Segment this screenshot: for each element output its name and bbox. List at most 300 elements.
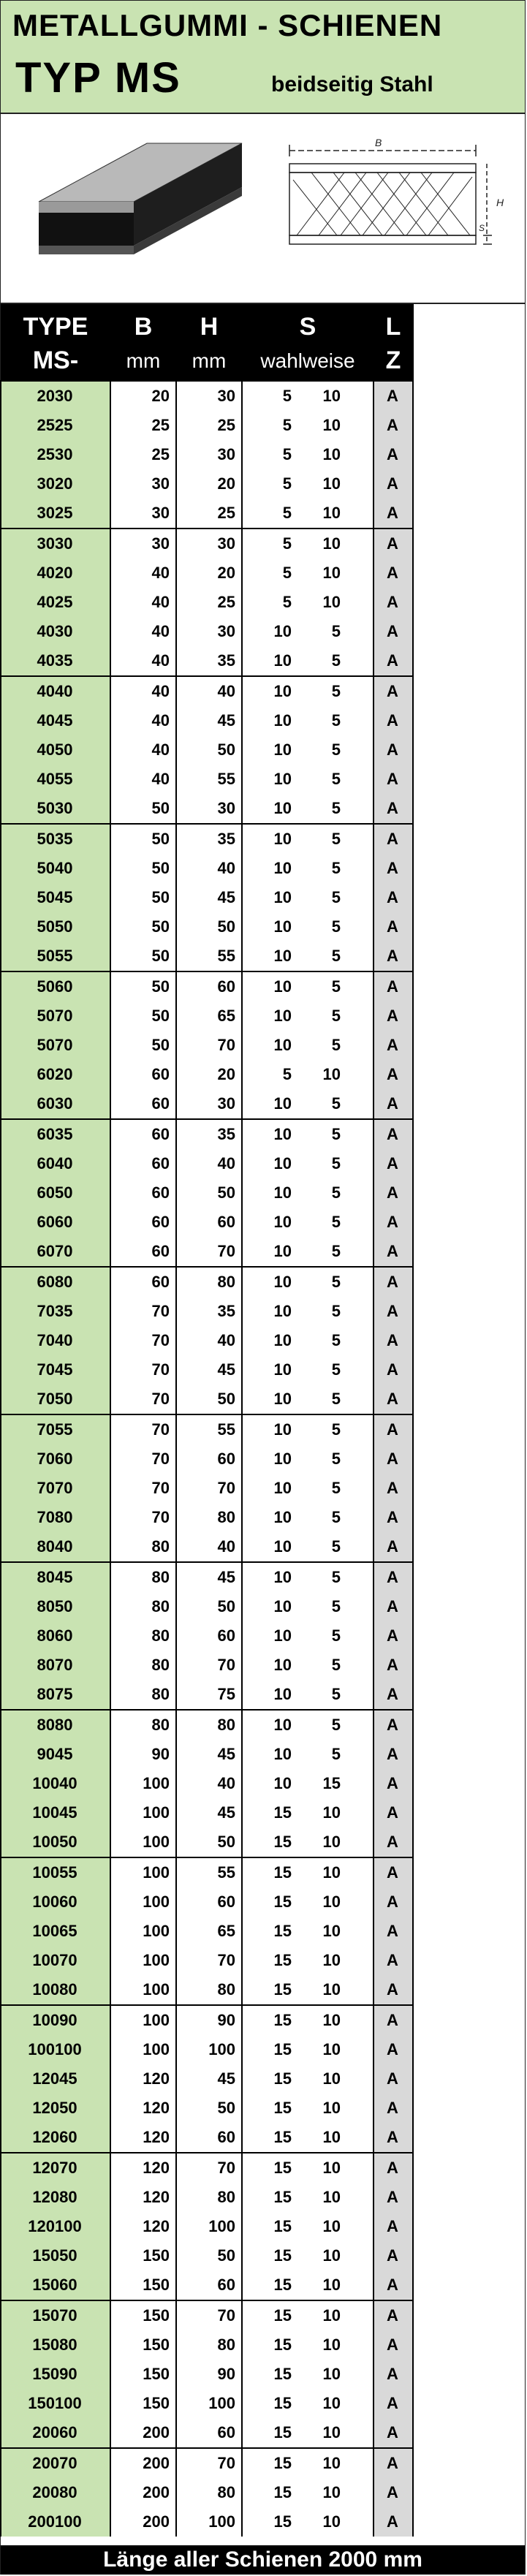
table-row: [0, 499, 414, 528]
s2-cell: 5: [331, 830, 341, 848]
h-cell: 50: [217, 1390, 235, 1408]
s1-cell: 15: [273, 1951, 292, 1969]
b-cell: 80: [151, 1537, 170, 1556]
table-row: [0, 1001, 414, 1031]
h-cell: 30: [217, 622, 235, 640]
s2-cell: 5: [331, 1331, 341, 1349]
l-cell: A: [373, 646, 412, 675]
h-cell: 80: [217, 2188, 235, 2206]
type-cell: 15070: [0, 2301, 110, 2330]
s2-cell: 5: [331, 1508, 341, 1526]
b-cell: 200: [143, 2512, 170, 2531]
l-cell: A: [373, 1149, 412, 1178]
table-row: [0, 1384, 414, 1414]
table-row: [0, 2478, 414, 2507]
b-cell: 70: [151, 1508, 170, 1526]
table-row: [0, 1651, 414, 1680]
s1-cell: 10: [273, 1302, 292, 1320]
s1-cell: 10: [273, 1537, 292, 1556]
s1-cell: 10: [273, 1774, 292, 1792]
h-cell: 40: [217, 1331, 235, 1349]
page-title: METALLGUMMI - SCHIENEN: [12, 8, 443, 42]
s2-cell: 5: [331, 1656, 341, 1674]
type-cell: 6080: [0, 1268, 110, 1297]
s2-cell: 5: [331, 1420, 341, 1439]
b-cell: 200: [143, 2454, 170, 2472]
type-cell: 5060: [0, 972, 110, 1001]
l-cell: A: [373, 1444, 412, 1474]
type-cell: 6050: [0, 1178, 110, 1208]
table-row: [0, 411, 414, 440]
type-cell: 10050: [0, 1827, 110, 1857]
h-cell: 50: [217, 740, 235, 759]
table-row: [0, 1503, 414, 1532]
h-cell: 70: [217, 1242, 235, 1260]
b-cell: 90: [151, 1745, 170, 1763]
s1-cell: 5: [282, 534, 292, 553]
table-row: [0, 2064, 414, 2094]
type-cell: 20070: [0, 2449, 110, 2478]
table-row: [0, 1532, 414, 1561]
l-cell: A: [373, 2330, 412, 2360]
col-header-b-unit: mm: [126, 349, 161, 372]
table-row: [0, 825, 414, 854]
s2-cell: 5: [331, 1745, 341, 1763]
l-cell: A: [373, 1503, 412, 1532]
l-cell: A: [373, 2035, 412, 2064]
b-cell: 60: [151, 1242, 170, 1260]
s2-cell: 5: [331, 1716, 341, 1734]
table-row: [0, 2241, 414, 2270]
l-cell: A: [373, 1711, 412, 1740]
s1-cell: 5: [282, 416, 292, 434]
l-cell: A: [373, 2478, 412, 2507]
s1-cell: 10: [273, 1626, 292, 1645]
l-cell: A: [373, 854, 412, 883]
type-cell: 8070: [0, 1651, 110, 1680]
h-cell: 30: [217, 799, 235, 817]
s1-cell: 10: [273, 740, 292, 759]
col-header-h: H: [200, 313, 219, 341]
s2-cell: 5: [331, 711, 341, 730]
row-group: [0, 2300, 414, 2447]
s1-cell: 5: [282, 593, 292, 611]
l-cell: A: [373, 411, 412, 440]
s1-cell: 10: [273, 799, 292, 817]
type-cell: 4025: [0, 588, 110, 617]
type-cell: 20060: [0, 2418, 110, 2447]
table-row: [0, 2153, 414, 2183]
row-group: [0, 1414, 414, 1561]
h-cell: 35: [217, 651, 235, 670]
s2-cell: 10: [322, 2040, 341, 2058]
h-cell: 45: [217, 888, 235, 906]
s2-cell: 5: [331, 888, 341, 906]
l-cell: A: [373, 1532, 412, 1561]
col-header-h-unit: mm: [192, 349, 227, 372]
b-cell: 40: [151, 740, 170, 759]
s1-cell: 10: [273, 1360, 292, 1379]
type-cell: 3020: [0, 469, 110, 499]
s1-cell: 10: [273, 1094, 292, 1113]
row-group: [0, 675, 414, 823]
table-row: [0, 1827, 414, 1857]
l-cell: A: [373, 2094, 412, 2123]
h-cell: 55: [217, 1420, 235, 1439]
b-cell: 150: [143, 2394, 170, 2412]
b-cell: 200: [143, 2423, 170, 2441]
s2-cell: 10: [322, 2512, 341, 2531]
l-cell: A: [373, 1178, 412, 1208]
s2-cell: 5: [331, 799, 341, 817]
b-cell: 30: [151, 504, 170, 522]
s1-cell: 10: [273, 682, 292, 700]
h-cell: 45: [217, 1803, 235, 1822]
b-cell: 70: [151, 1420, 170, 1439]
s1-cell: 10: [273, 1568, 292, 1586]
type-cell: 8080: [0, 1711, 110, 1740]
row-group: [0, 1857, 414, 2004]
b-cell: 120: [143, 2099, 170, 2117]
l-cell: A: [373, 1415, 412, 1444]
type-cell: 5070: [0, 1001, 110, 1031]
b-cell: 120: [143, 2188, 170, 2206]
s2-cell: 10: [322, 1980, 341, 1999]
s2-cell: 10: [322, 2394, 341, 2412]
table-row: [0, 1858, 414, 1887]
l-cell: A: [373, 2360, 412, 2389]
h-cell: 80: [217, 1273, 235, 1291]
type-cell: 7040: [0, 1326, 110, 1355]
h-cell: 40: [217, 859, 235, 877]
s1-cell: 10: [273, 1183, 292, 1202]
type-cell: 15050: [0, 2241, 110, 2270]
h-cell: 60: [217, 1450, 235, 1468]
b-cell: 80: [151, 1568, 170, 1586]
l-cell: A: [373, 2449, 412, 2478]
l-cell: A: [373, 1326, 412, 1355]
table-row: [0, 912, 414, 942]
s1-cell: 15: [273, 2512, 292, 2531]
type-cell: 7080: [0, 1503, 110, 1532]
s2-cell: 5: [331, 917, 341, 936]
h-cell: 35: [217, 1302, 235, 1320]
s1-cell: 15: [273, 1863, 292, 1882]
h-cell: 90: [217, 2011, 235, 2029]
b-cell: 120: [143, 2217, 170, 2235]
type-cell: 5035: [0, 825, 110, 854]
b-cell: 60: [151, 1154, 170, 1173]
type-cell: 8045: [0, 1563, 110, 1592]
h-cell: 50: [217, 917, 235, 936]
type-cell: 7055: [0, 1415, 110, 1444]
product-figure: [1, 114, 525, 304]
type-cell: 9045: [0, 1740, 110, 1769]
table-row: [0, 1178, 414, 1208]
s1-cell: 15: [273, 2394, 292, 2412]
s1-cell: 10: [273, 1745, 292, 1763]
b-cell: 150: [143, 2246, 170, 2265]
grid-line: [0, 380, 1, 2537]
type-cell: 7060: [0, 1444, 110, 1474]
h-cell: 80: [217, 1508, 235, 1526]
h-cell: 70: [217, 2306, 235, 2325]
grid-line: [110, 380, 111, 2537]
type-cell: 2530: [0, 440, 110, 469]
s2-cell: 5: [331, 651, 341, 670]
h-cell: 30: [217, 445, 235, 463]
type-cell: 3025: [0, 499, 110, 528]
l-cell: A: [373, 825, 412, 854]
h-cell: 80: [217, 2483, 235, 2501]
h-cell: 20: [217, 1065, 235, 1083]
s2-cell: 5: [331, 1183, 341, 1202]
s2-cell: 10: [322, 1863, 341, 1882]
s2-cell: 5: [331, 1360, 341, 1379]
l-cell: A: [373, 1060, 412, 1089]
h-cell: 100: [208, 2512, 235, 2531]
type-cell: 20080: [0, 2478, 110, 2507]
s1-cell: 15: [273, 2159, 292, 2177]
table-body: [0, 380, 414, 2537]
b-cell: 50: [151, 947, 170, 965]
col-header-s: S: [299, 313, 316, 341]
b-cell: 60: [151, 1183, 170, 1202]
l-cell: A: [373, 1621, 412, 1651]
table-row: [0, 794, 414, 823]
h-cell: 25: [217, 593, 235, 611]
type-cell: 5070: [0, 1031, 110, 1060]
type-cell: 120100: [0, 2212, 110, 2241]
s2-cell: 5: [331, 1568, 341, 1586]
l-cell: A: [373, 529, 412, 558]
type-cell: 5030: [0, 794, 110, 823]
l-cell: A: [373, 588, 412, 617]
s2-cell: 5: [331, 1154, 341, 1173]
h-cell: 70: [217, 1036, 235, 1054]
s2-cell: 10: [322, 2246, 341, 2265]
s2-cell: 10: [322, 2217, 341, 2235]
l-cell: A: [373, 883, 412, 912]
s1-cell: 15: [273, 2306, 292, 2325]
l-cell: A: [373, 1120, 412, 1149]
l-cell: A: [373, 2507, 412, 2537]
h-cell: 40: [217, 682, 235, 700]
type-cell: 10065: [0, 1917, 110, 1946]
l-cell: A: [373, 2241, 412, 2270]
s1-cell: 10: [273, 1213, 292, 1231]
type-cell: 15090: [0, 2360, 110, 2389]
s2-cell: 5: [331, 1094, 341, 1113]
s2-cell: 5: [331, 859, 341, 877]
s2-cell: 15: [322, 1774, 341, 1792]
l-cell: A: [373, 1384, 412, 1414]
b-cell: 150: [143, 2276, 170, 2294]
type-cell: 8060: [0, 1621, 110, 1651]
b-cell: 50: [151, 888, 170, 906]
s2-cell: 10: [322, 1065, 341, 1083]
h-cell: 50: [217, 2246, 235, 2265]
s1-cell: 5: [282, 445, 292, 463]
type-cell: 6070: [0, 1237, 110, 1266]
b-cell: 40: [151, 770, 170, 788]
table-row: [0, 2389, 414, 2418]
b-cell: 60: [151, 1125, 170, 1143]
s1-cell: 15: [273, 2188, 292, 2206]
row-group: [0, 2004, 414, 2152]
l-cell: A: [373, 1858, 412, 1887]
l-cell: A: [373, 1563, 412, 1592]
row-group: [0, 1118, 414, 1266]
h-cell: 60: [217, 2276, 235, 2294]
s1-cell: 10: [273, 859, 292, 877]
type-cell: 12050: [0, 2094, 110, 2123]
b-cell: 80: [151, 1626, 170, 1645]
rail-block-image: [39, 143, 242, 254]
s1-cell: 10: [273, 1007, 292, 1025]
type-cell: 12060: [0, 2123, 110, 2152]
table-row: [0, 1563, 414, 1592]
h-cell: 40: [217, 1154, 235, 1173]
h-cell: 70: [217, 1656, 235, 1674]
s1-cell: 5: [282, 474, 292, 493]
s1-cell: 10: [273, 917, 292, 936]
h-cell: 55: [217, 770, 235, 788]
type-cell: 6020: [0, 1060, 110, 1089]
b-cell: 70: [151, 1479, 170, 1497]
b-cell: 100: [143, 1774, 170, 1792]
b-cell: 70: [151, 1390, 170, 1408]
type-cell: 4045: [0, 706, 110, 735]
type-cell: 3030: [0, 529, 110, 558]
l-cell: A: [373, 1740, 412, 1769]
table-row: [0, 735, 414, 765]
s1-cell: 15: [273, 2040, 292, 2058]
s1-cell: 15: [273, 1893, 292, 1911]
s1-cell: 10: [273, 830, 292, 848]
s1-cell: 15: [273, 1922, 292, 1940]
h-cell: 60: [217, 1893, 235, 1911]
s1-cell: 10: [273, 622, 292, 640]
type-cell: 8050: [0, 1592, 110, 1621]
h-cell: 65: [217, 1007, 235, 1025]
b-cell: 40: [151, 711, 170, 730]
h-cell: 100: [208, 2040, 235, 2058]
s2-cell: 10: [322, 2128, 341, 2146]
h-cell: 20: [217, 564, 235, 582]
s1-cell: 15: [273, 2454, 292, 2472]
s2-cell: 10: [322, 2188, 341, 2206]
s2-cell: 10: [322, 2159, 341, 2177]
b-cell: 100: [143, 1863, 170, 1882]
b-cell: 25: [151, 416, 170, 434]
h-cell: 30: [217, 1094, 235, 1113]
b-cell: 50: [151, 1007, 170, 1025]
s2-cell: 10: [322, 1833, 341, 1851]
table-row: [0, 2183, 414, 2212]
b-cell: 50: [151, 977, 170, 996]
s1-cell: 15: [273, 2128, 292, 2146]
s2-cell: 10: [322, 1893, 341, 1911]
col-header-type-prefix: MS-: [32, 346, 79, 374]
l-cell: A: [373, 765, 412, 794]
l-cell: A: [373, 794, 412, 823]
h-cell: 70: [217, 1951, 235, 1969]
type-cell: 10040: [0, 1769, 110, 1798]
l-cell: A: [373, 1887, 412, 1917]
h-cell: 70: [217, 2454, 235, 2472]
s1-cell: 10: [273, 1036, 292, 1054]
row-group: [0, 1266, 414, 1414]
col-header-b: B: [134, 313, 153, 341]
type-cell: 12080: [0, 2183, 110, 2212]
s1-cell: 10: [273, 1479, 292, 1497]
l-cell: A: [373, 1297, 412, 1326]
b-cell: 100: [143, 1803, 170, 1822]
l-cell: A: [373, 2389, 412, 2418]
s1-cell: 10: [273, 888, 292, 906]
b-cell: 80: [151, 1685, 170, 1703]
type-cell: 100100: [0, 2035, 110, 2064]
l-cell: A: [373, 1089, 412, 1118]
row-group: [0, 528, 414, 675]
l-cell: A: [373, 558, 412, 588]
l-cell: A: [373, 1975, 412, 2004]
s1-cell: 15: [273, 1803, 292, 1822]
l-cell: A: [373, 617, 412, 646]
s1-cell: 10: [273, 1420, 292, 1439]
type-cell: 4050: [0, 735, 110, 765]
l-cell: A: [373, 1592, 412, 1621]
h-cell: 50: [217, 2099, 235, 2117]
s2-cell: 5: [331, 1626, 341, 1645]
grid-line: [241, 380, 243, 2537]
s2-cell: 10: [322, 2306, 341, 2325]
s2-cell: 5: [331, 1450, 341, 1468]
table-row: [0, 2212, 414, 2241]
l-cell: A: [373, 1268, 412, 1297]
s2-cell: 5: [331, 1685, 341, 1703]
l-cell: A: [373, 735, 412, 765]
row-group: [0, 2152, 414, 2300]
s1-cell: 5: [282, 1065, 292, 1083]
col-header-z: Z: [385, 346, 401, 374]
table-row: [0, 2360, 414, 2389]
l-cell: A: [373, 1474, 412, 1503]
l-cell: A: [373, 2064, 412, 2094]
h-cell: 70: [217, 1479, 235, 1497]
b-cell: 70: [151, 1302, 170, 1320]
type-cell: 6030: [0, 1089, 110, 1118]
table-row: [0, 2094, 414, 2123]
s1-cell: 15: [273, 2423, 292, 2441]
s2-cell: 5: [331, 1390, 341, 1408]
s2-cell: 10: [322, 1922, 341, 1940]
s1-cell: 5: [282, 504, 292, 522]
type-cell: 10055: [0, 1858, 110, 1887]
type-cell: 10070: [0, 1946, 110, 1975]
l-cell: A: [373, 2153, 412, 2183]
type-cell: 200100: [0, 2507, 110, 2537]
table-row: [0, 646, 414, 675]
l-cell: A: [373, 2006, 412, 2035]
s2-cell: 5: [331, 622, 341, 640]
l-cell: A: [373, 2183, 412, 2212]
type-cell: 7035: [0, 1297, 110, 1326]
s2-cell: 10: [322, 564, 341, 582]
l-cell: A: [373, 1827, 412, 1857]
table-row: [0, 1120, 414, 1149]
